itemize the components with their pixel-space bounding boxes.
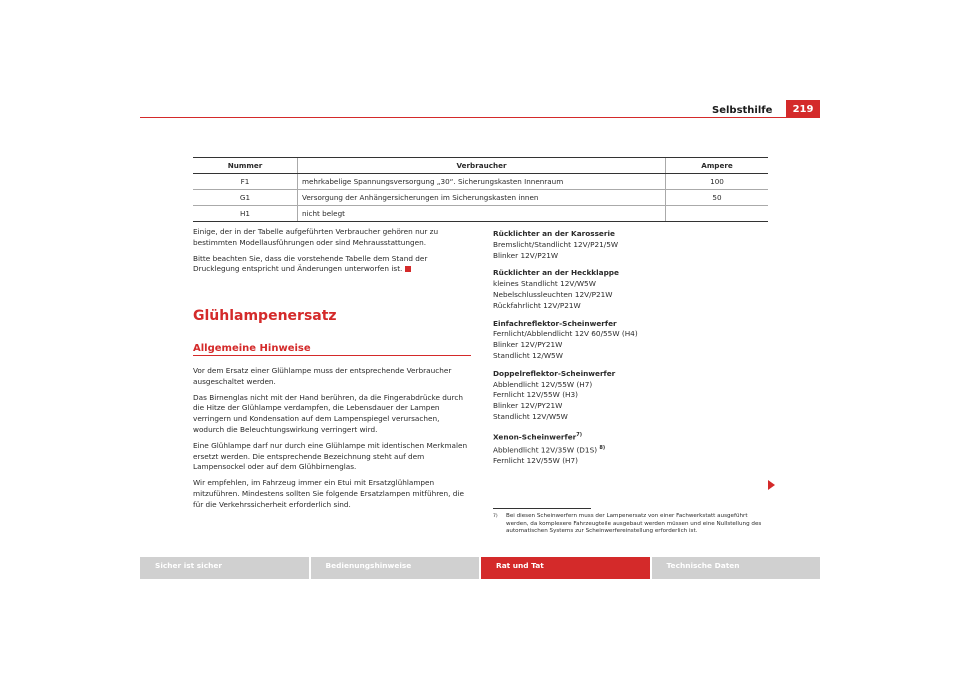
- lamp-item: Nebelschlussleuchten 12V/P21W: [493, 289, 613, 299]
- note-paragraph: [193, 254, 471, 276]
- tab-bedienungshinweise[interactable]: Bedienungshinweise: [311, 557, 480, 579]
- lamp-item: Rückfahrlicht 12V/P21W: [493, 300, 581, 310]
- header-rule: [140, 117, 820, 118]
- arrow-right-icon[interactable]: [768, 480, 775, 490]
- tab-technische-daten[interactable]: Technische Daten: [652, 557, 821, 579]
- tab-rat-und-tat[interactable]: Rat und Tat: [481, 557, 650, 579]
- lamp-item: Blinker 12V/PY21W: [493, 401, 563, 411]
- footnote: [493, 513, 771, 536]
- hint-paragraph: Wir empfehlen, im Fahrzeug immer ein Etui mit Ersatzglühlampen mitzuführen. Mindestens sollten Sie folgende Ersatzlampen mitführen, die für die Verkehrssicherheit erforderlich sind.: [193, 478, 464, 509]
- table-header-row: [193, 158, 768, 174]
- cell-ampere: 50: [666, 190, 769, 206]
- intro-paragraph: Einige, der in der Tabelle aufgeführten Verbraucher gehören nur zu bestimmten Modellausführungen oder sind Mehrausstattungen.: [193, 227, 439, 247]
- lamp-group-title: Rücklichter an der Heckklappe: [493, 268, 619, 278]
- xenon-title: Xenon-Scheinwerfer: [493, 432, 577, 442]
- lamp-group-title: Rücklichter an der Karosserie: [493, 229, 615, 238]
- column-header-ampere: Ampere: [666, 158, 769, 174]
- hint-paragraph: Das Birnenglas nicht mit der Hand berühren, da die Fingerabdrücke durch die Hitze der Glühlampe verdampfen, die Lebensdauer der Lampen verringern und Kondensation auf dem Lampenspiegel verursachen, wodurch die Beleuchtungswirkung verringert wird.: [193, 392, 464, 434]
- cell-ampere: [666, 206, 769, 222]
- page-title: Selbsthilfe: [712, 105, 773, 116]
- column-header-number: Nummer: [193, 158, 298, 174]
- lamp-group-title: Einfachreflektor-Scheinwerfer: [493, 318, 617, 328]
- subsection-title: Allgemeine Hinweise: [193, 343, 311, 354]
- lamp-item-text: Abblendlicht 12V/35W (D1S): [493, 445, 598, 455]
- table-row: [193, 190, 768, 206]
- lamp-item: Fernlicht 12V/55W (H3): [493, 390, 579, 400]
- lamp-group-title: [493, 430, 771, 443]
- note-text: Bitte beachten Sie, dass die vorstehende Tabelle dem Stand der Drucklegung entspricht und Änderungen unterworfen ist.: [193, 253, 428, 274]
- lamp-item: Blinker 12V/P21W: [493, 250, 559, 260]
- hint-paragraph: Eine Glühlampe darf nur durch eine Glühlampe mit identischen Merkmalen ersetzt werden. Die entsprechende Bezeichnung steht auf dem Lampensockel oder auf dem Glühbirnenglas.: [193, 440, 468, 472]
- section-title: Glühlampenersatz: [193, 308, 337, 324]
- lamp-item: Standlicht 12V/W5W: [493, 411, 568, 421]
- tab-sicher-ist-sicher[interactable]: Sicher ist sicher: [140, 557, 309, 579]
- lamp-item: Fernlicht 12V/55W (H7): [493, 456, 579, 466]
- square-end-icon: [405, 266, 411, 272]
- cell-number: H1: [193, 206, 298, 222]
- lamp-item: Blinker 12V/PY21W: [493, 340, 563, 350]
- right-column: [493, 227, 771, 467]
- table-row: [193, 206, 768, 222]
- lamp-item: kleines Standlicht 12V/W5W: [493, 279, 596, 289]
- hints-column: [193, 366, 471, 516]
- column-header-consumer: Verbraucher: [298, 158, 666, 174]
- footnote-ref[interactable]: 8): [599, 444, 606, 451]
- chapter-tabs: [140, 557, 820, 579]
- footnote-rule: [493, 508, 591, 509]
- subsection-rule: [193, 355, 471, 356]
- lamp-item: [493, 443, 771, 456]
- fuse-table: [193, 157, 768, 222]
- lamp-item: Abblendlicht 12V/55W (H7): [493, 379, 593, 389]
- page-number: 219: [786, 100, 820, 118]
- lamp-item: Bremslicht/Standlicht 12V/P21/5W: [493, 239, 619, 249]
- cell-number: G1: [193, 190, 298, 206]
- cell-consumer: mehrkabelige Spannungsversorgung „30“. Sicherungskasten Innenraum: [298, 174, 666, 190]
- table-row: [193, 174, 768, 190]
- cell-number: F1: [193, 174, 298, 190]
- lamp-item: Standlicht 12/W5W: [493, 350, 563, 360]
- cell-consumer: nicht belegt: [298, 206, 666, 222]
- hint-paragraph: Vor dem Ersatz einer Glühlampe muss der entsprechende Verbraucher ausgeschaltet werden.: [193, 366, 452, 386]
- cell-consumer: Versorgung der Anhängersicherungen im Sicherungskasten innen: [298, 190, 666, 206]
- lamp-item: Fernlicht/Abblendlicht 12V 60/55W (H4): [493, 329, 638, 339]
- left-column: [193, 227, 471, 280]
- cell-ampere: 100: [666, 174, 769, 190]
- footnote-mark: 7): [493, 514, 498, 519]
- footnote-text: Bei diesen Scheinwerfern muss der Lampenersatz von einer Fachwerkstatt ausgeführt werden, da komplexere Fahrzeugteile ausgebaut werden müssen und eine Nullstellung des automatischen Systems zur Scheinwerfereinstellung erforderlich ist.: [506, 513, 762, 534]
- footnote-ref[interactable]: 7): [576, 431, 583, 438]
- lamp-group-title: Doppelreflektor-Scheinwerfer: [493, 368, 616, 378]
